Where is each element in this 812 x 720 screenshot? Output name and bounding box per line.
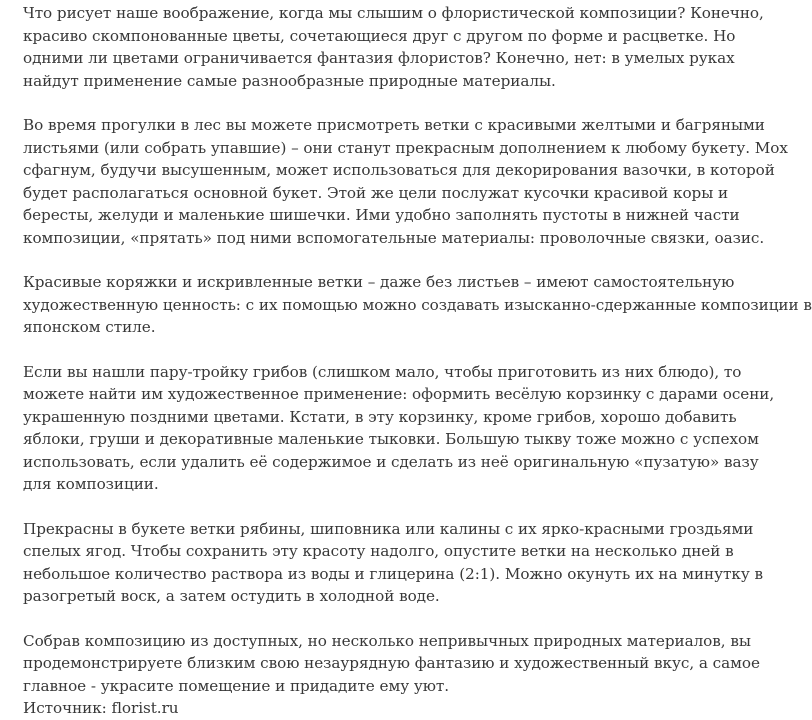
paragraph-line: разогретый воск, а затем остудить в холодной воде. xyxy=(23,587,440,605)
paragraph-mushrooms xyxy=(23,361,775,496)
paragraph-line: японском стиле. xyxy=(23,318,156,336)
paragraph-line: Если вы нашли пару-тройку грибов (слишком мало, чтобы приготовить из них блюдо), то xyxy=(23,362,742,381)
paragraph-line: художественную ценность: с их помощью можно создавать изысканно-сдержанные композиции в xyxy=(23,295,812,314)
paragraph-line: продемонстрируете близким свою незаурядную фантазию и художественный вкус, а самое xyxy=(23,654,760,672)
paragraph-intro xyxy=(23,2,764,92)
paragraph-line: Во время прогулки в лес вы можете присмотреть ветки с красивыми желтыми и багряными xyxy=(23,116,765,134)
paragraph-line: бересты, желуди и маленькие шишечки. Ими удобно заполнять пустоты в нижней части xyxy=(23,206,740,224)
paragraph-line: одними ли цветами ограничивается фантазия флористов? Конечно, нет: в умелых руках xyxy=(23,49,735,67)
paragraph-line: Собрав композицию из доступных, но несколько непривычных природных материалов, вы xyxy=(23,631,751,650)
paragraph-line: Прекрасны в букете ветки рябины, шиповника или калины с их ярко-красными гроздьями xyxy=(23,519,754,538)
paragraph-forest-walk xyxy=(23,114,788,249)
paragraph-line: главное - украсите помещение и придадите ему уют. xyxy=(23,676,450,695)
paragraph-line: использовать, если удалить её содержимое и сделать из неё оригинальную «пузатую» вазу xyxy=(23,452,759,471)
paragraph-line: будет располагаться основной букет. Этой же цели послужат кусочки красивой коры и xyxy=(23,183,729,202)
paragraph-line: композиции, «прятать» под ними вспомогательные материалы: проволочные связки, оазис. xyxy=(23,228,765,247)
paragraph-line: красиво скомпонованные цветы, сочетающиеся друг с другом по форме и расцветке. Но xyxy=(23,26,736,45)
paragraph-line: Красивые коряжки и искривленные ветки – даже без листьев – имеют самостоятельную xyxy=(23,273,735,291)
paragraph-conclusion xyxy=(23,630,760,698)
source-credit: Источник: florist.ru xyxy=(23,699,179,717)
paragraph-line: небольшое количество раствора из воды и глицерина (2:1). Можно окунуть их на минутку в xyxy=(23,564,763,583)
paragraph-line: сфагнум, будучи высушенным, может использоваться для декорирования вазочки, в которой xyxy=(23,161,775,179)
paragraph-line: украшенную поздними цветами. Кстати, в эту корзинку, кроме грибов, хорошо добавить xyxy=(23,407,737,426)
paragraph-line: Что рисует наше воображение, когда мы слышим о флористической композиции? Конечно, xyxy=(23,4,764,22)
paragraph-line: для композиции. xyxy=(23,475,159,493)
paragraph-line: листьями (или собрать упавшие) – они станут прекрасным дополнением к любому букету. Мох xyxy=(23,138,788,157)
paragraph-berries xyxy=(23,518,763,608)
paragraph-line: можете найти им художественное применение: оформить весёлую корзинку с дарами осени, xyxy=(23,385,775,403)
paragraph-line: яблоки, груши и декоративные маленькие тыковки. Большую тыкву тоже можно с успехом xyxy=(23,430,759,448)
paragraph-driftwood xyxy=(23,271,812,339)
paragraph-line: спелых ягод. Чтобы сохранить эту красоту надолго, опустите ветки на несколько дней в xyxy=(23,542,734,560)
paragraph-line: найдут применение самые разнообразные природные материалы. xyxy=(23,71,556,90)
